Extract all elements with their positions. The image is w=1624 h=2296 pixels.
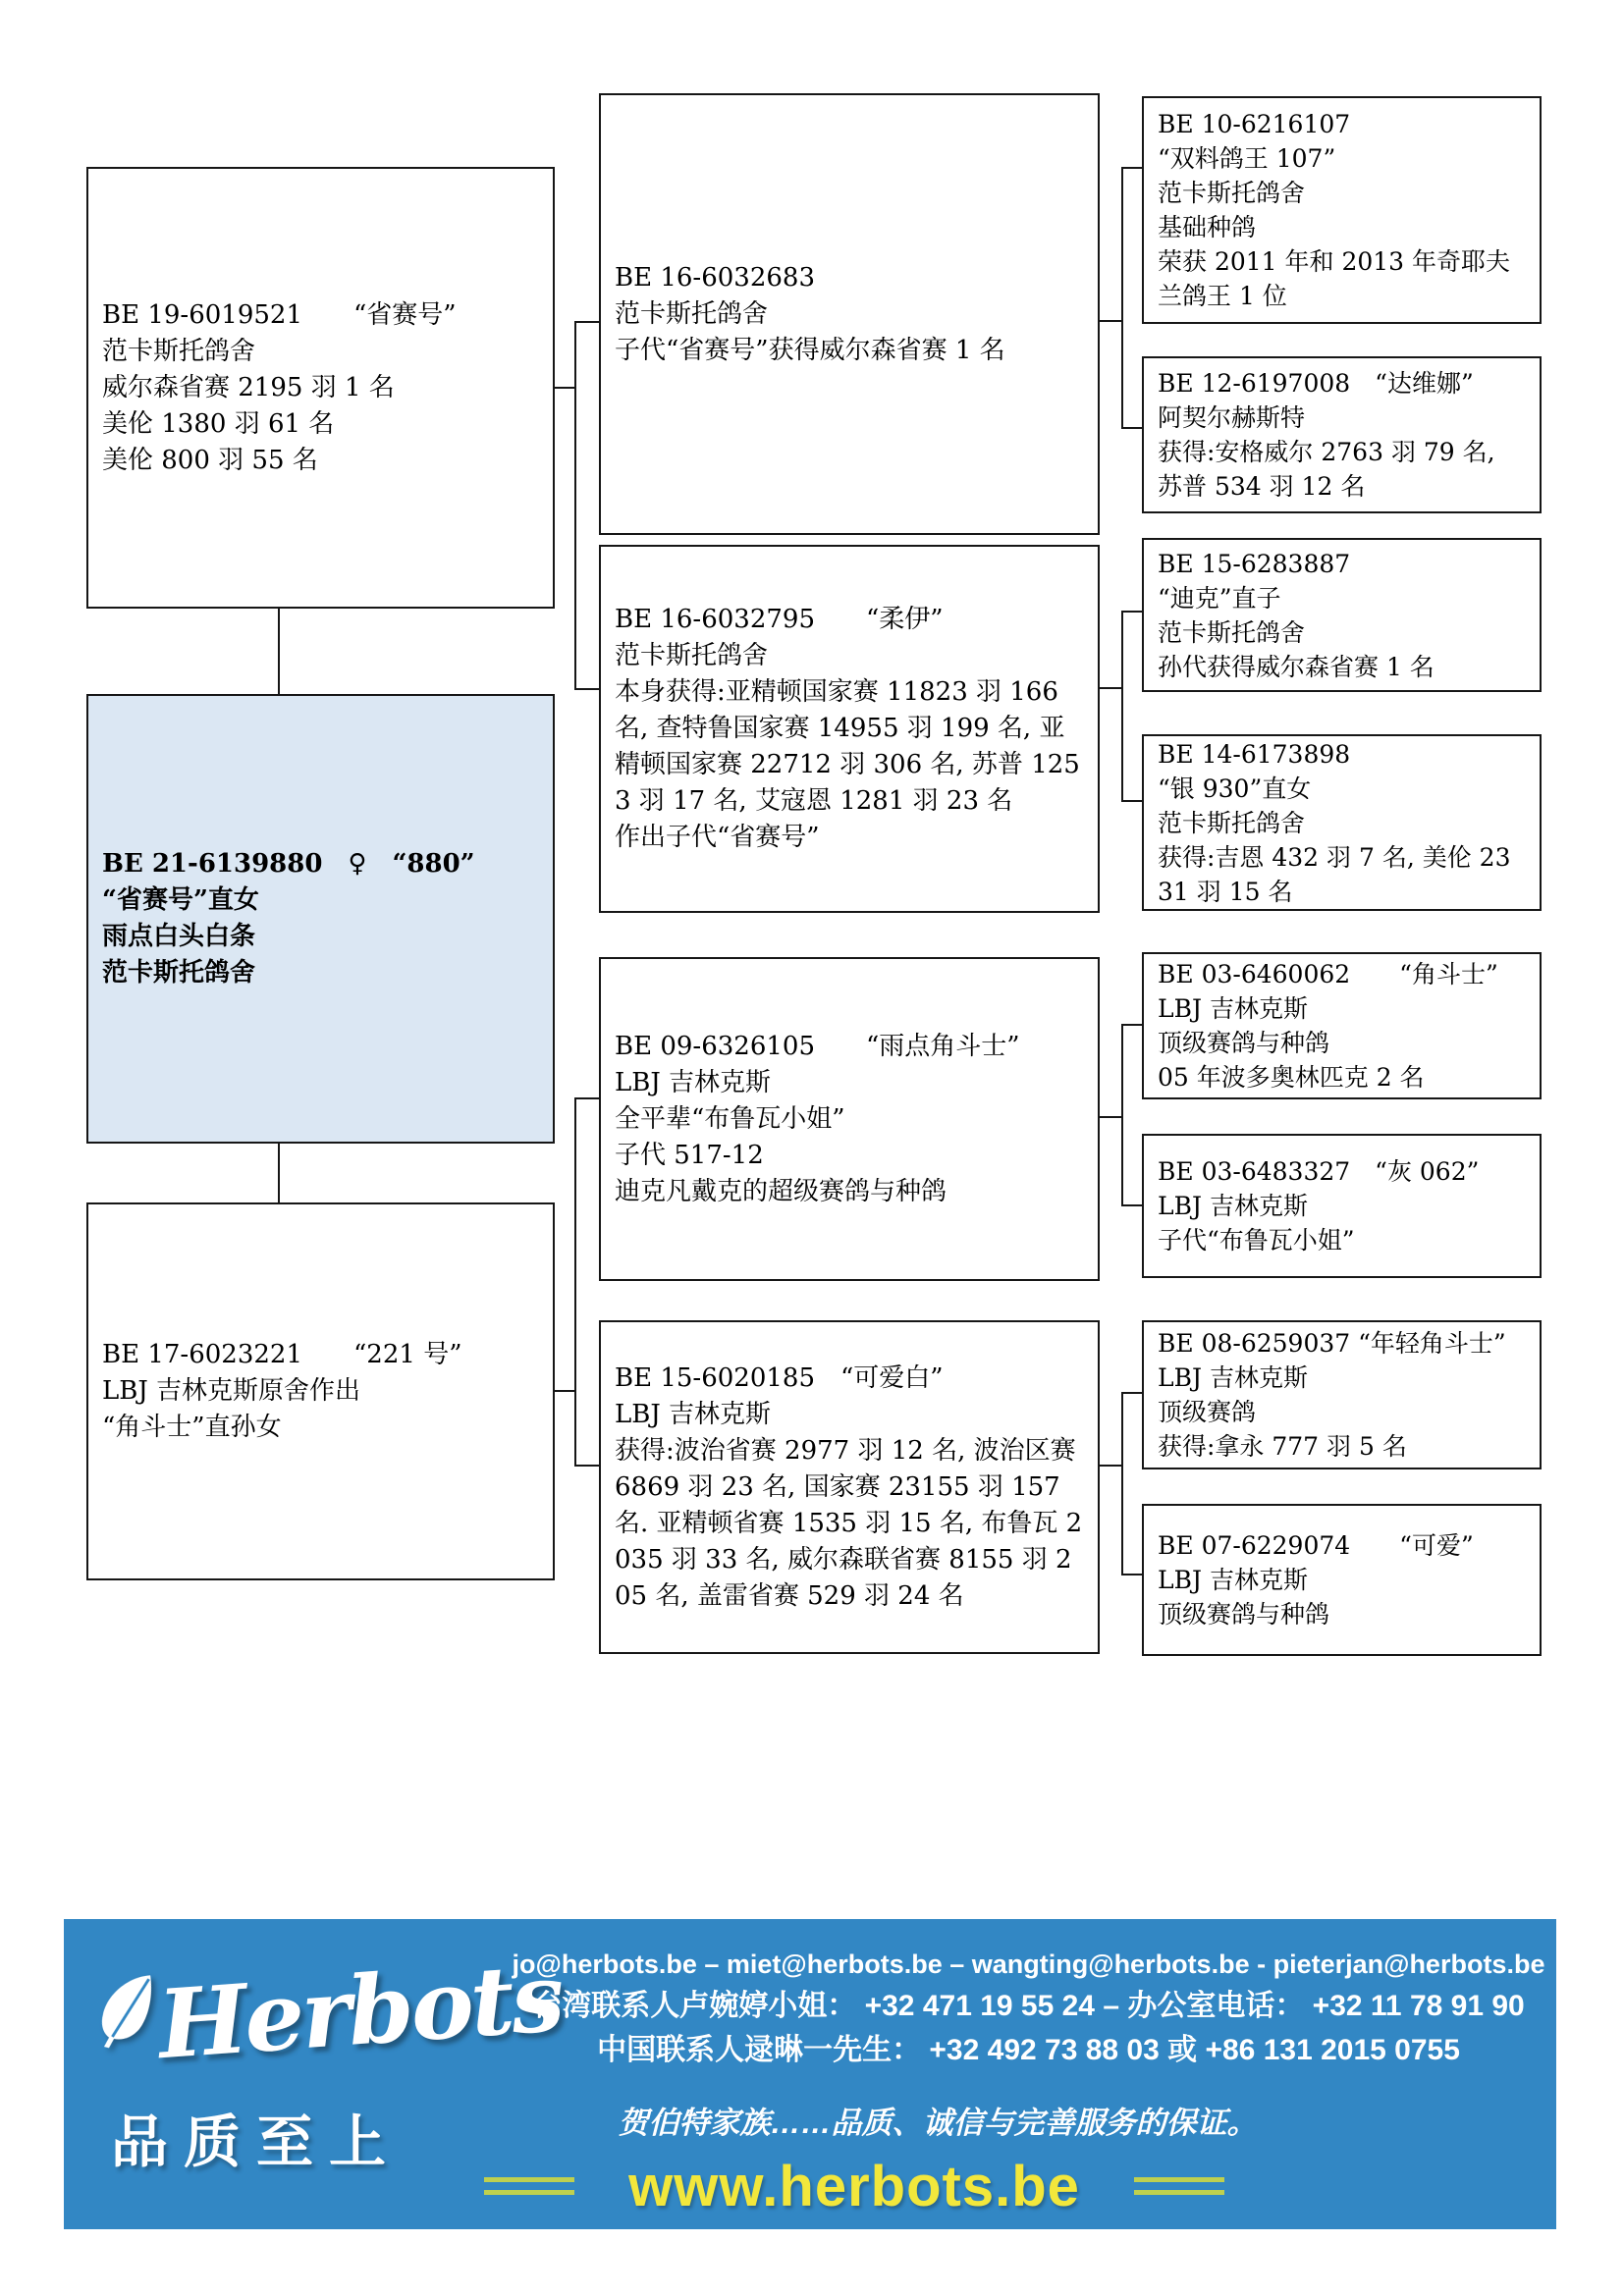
connector-line [1121,611,1123,802]
box-line: 威尔森省赛 2195 羽 1 名 [102,372,395,402]
connector-line [1121,427,1142,429]
box-line: 范卡斯托鸽舍 [1158,617,1306,647]
box-line: 获得:吉恩 432 羽 7 名, 美伦 2331 羽 15 名 [1158,842,1511,906]
box-line: BE 19-6019521 “省赛号” [102,299,457,330]
connector-line [1121,611,1142,613]
box-line: BE 15-6020185 “可爱白” [615,1362,944,1393]
box-line: 获得:波治省赛 2977 羽 12 名, 波治区赛 6869 羽 23 名, 国家赛 23155 羽 157 名. 亚精顿省赛 1535 羽 15 名, 布鲁瓦 2035 羽 33 名, 威尔森联省赛 8155 羽 205 名, 盖雷省赛 529 羽 24 名 [615,1435,1084,1611]
box-line: 本身获得:亚精顿国家赛 11823 羽 166 名, 查特鲁国家赛 14955 羽 199 名, 亚精顿国家赛 22712 羽 306 名, 苏普 1253 羽 17 名, 艾寇恩 1281 羽 23 名 [615,677,1080,816]
box-line: 阿契尔赫斯特 [1158,403,1306,432]
connector-line [278,1144,280,1203]
connector-line [1121,1024,1123,1206]
box-line: 美伦 800 羽 55 名 [102,445,318,475]
box-line: LBJ 吉林克斯 [1158,1566,1308,1594]
connector-line [574,1097,576,1467]
connector-line [1121,167,1142,169]
box-line: 范卡斯托鸽舍 [615,641,769,670]
box-line: 顶级赛鸽与种鸽 [1158,1029,1330,1057]
pedigree-box-gen3-5 [1142,952,1542,1099]
pedigree-box-sire [86,167,555,609]
box-line: BE 10-6216107 [1158,110,1351,138]
box-line: 获得:安格威尔 2763 羽 79 名, 苏普 534 羽 12 名 [1158,438,1503,501]
footer-banner [64,1919,1556,2229]
connector-line [555,387,576,389]
box-line: 范卡斯托鸽舍 [102,336,256,366]
pedigree-box-gen3-8 [1142,1504,1542,1656]
box-line: 基础种鸽 [1158,213,1257,241]
connector-line [574,1097,599,1099]
pedigree-box-gen2-3 [599,957,1100,1281]
connector-line [1121,167,1123,429]
pedigree-box-gen2-2 [599,545,1100,913]
box-line: 子代“省赛号”获得威尔森省赛 1 名 [615,335,1005,365]
connector-line [1121,1392,1123,1575]
connector-line [1100,1465,1123,1467]
pedigree-box-gen3-6 [1142,1134,1542,1278]
box-line: 05 年波多奥林匹克 2 名 [1158,1063,1425,1092]
box-line: 美伦 1380 羽 61 名 [102,408,335,439]
pedigree-box-gen3-3 [1142,538,1542,692]
box-line: BE 16-6032795 “柔伊” [615,605,944,634]
connector-line [574,321,599,323]
pedigree-box-gen2-1 [599,93,1100,535]
pedigree-box-subject [86,694,555,1144]
box-line: 范卡斯托鸽舍 [1158,179,1306,207]
double-line-left [484,2177,574,2195]
box-line: BE 21-6139880 ♀ “880” [102,849,475,879]
box-line: BE 16-6032683 [615,262,816,293]
connector-line [1100,1116,1123,1118]
connector-line [574,321,576,690]
box-line: LBJ 吉林克斯 [1158,1363,1308,1392]
logo-wordmark: Herbots [154,1941,566,2080]
slogan-text: 贺伯特家族……品质、诚信与完善服务的保证。 [618,2106,1258,2140]
box-line: 作出子代“省赛号” [615,823,820,852]
box-line: 范卡斯托鸽舍 [615,298,769,329]
website-url: www.herbots.be [628,2154,1080,2218]
box-line: BE 03-6460062 “角斗士” [1158,960,1498,988]
box-line: 范卡斯托鸽舍 [102,958,256,988]
box-line: 荣获 2011 年和 2013 年奇耶夫兰鸽王 1 位 [1158,247,1511,310]
box-line: 顶级赛鸽与种鸽 [1158,1600,1330,1629]
pedigree-box-gen3-1 [1142,96,1542,324]
herbots-logo [91,1941,566,2080]
connector-line [278,609,280,695]
box-line: 获得:拿永 777 羽 5 名 [1158,1432,1407,1461]
box-line: BE 17-6023221 “221 号” [102,1340,462,1369]
connector-line [1121,1024,1142,1026]
box-line: 范卡斯托鸽舍 [1158,808,1306,837]
box-line: 雨点白头白条 [102,922,256,951]
pedigree-box-gen3-2 [1142,356,1542,513]
box-line: LBJ 吉林克斯 [1158,994,1308,1023]
box-line: BE 12-6197008 “达维娜” [1158,369,1474,398]
box-line: “角斗士”直孙女 [102,1413,282,1442]
pedigree-box-gen3-4 [1142,734,1542,911]
contact-block [496,1945,1561,2072]
email-addresses: jo@herbots.be – miet@herbots.be – wangting@herbots.be - pieterjan@herbots.be [512,1949,1545,1979]
box-line: BE 14-6173898 [1158,739,1351,769]
box-line: “银 930”直女 [1158,774,1312,803]
box-line: BE 03-6483327 “灰 062” [1158,1157,1480,1186]
connector-line [1121,800,1142,802]
box-line: 全平辈“布鲁瓦小姐” [615,1103,845,1134]
connector-line [1100,687,1123,689]
box-line: 顶级赛鸽 [1158,1398,1257,1426]
connector-line [1121,1574,1142,1575]
connector-line [1121,1204,1142,1206]
box-line: 迪克凡戴克的超级赛鸽与种鸽 [615,1176,947,1206]
pedigree-box-dam [86,1202,555,1580]
box-line: 子代 517-12 [615,1140,764,1170]
box-line: LBJ 吉林克斯 [615,1067,772,1097]
website-row [108,2151,1600,2221]
box-line: BE 08-6259037 “年轻角斗士” [1158,1329,1506,1358]
box-line: BE 15-6283887 [1158,549,1351,578]
box-line: BE 07-6229074 “可爱” [1158,1531,1474,1560]
double-line-right [1134,2177,1224,2195]
pedigree-box-gen2-4 [599,1320,1100,1654]
connector-line [574,688,599,690]
connector-line [1100,320,1123,322]
box-line: LBJ 吉林克斯 [1158,1192,1308,1220]
box-line: LBJ 吉林克斯 [615,1399,772,1429]
box-line: “迪克”直子 [1158,583,1281,613]
box-line: BE 09-6326105 “雨点角斗士” [615,1031,1020,1061]
box-line: LBJ 吉林克斯原舍作出 [102,1376,361,1406]
connector-line [555,1390,576,1392]
connector-line [574,1465,599,1467]
box-line: “双料鸽王 107” [1158,144,1336,173]
box-line: 子代“布鲁瓦小姐” [1158,1226,1355,1255]
box-line: “省赛号”直女 [102,885,259,915]
logo-subtitle: 品质至上 [111,2110,403,2174]
box-line: 孙代获得威尔森省赛 1 名 [1158,652,1435,681]
connector-line [1121,1392,1142,1394]
contact-china: 中国联系人逯晽一先生： +32 492 73 88 03 或 +86 131 2015 0755 [597,2034,1460,2066]
contact-taiwan: 台湾联系人卢婉婷小姐： +32 471 19 55 24 – 办公室电话： +32 11 78 91 90 [532,1990,1525,2022]
pedigree-box-gen3-7 [1142,1320,1542,1469]
